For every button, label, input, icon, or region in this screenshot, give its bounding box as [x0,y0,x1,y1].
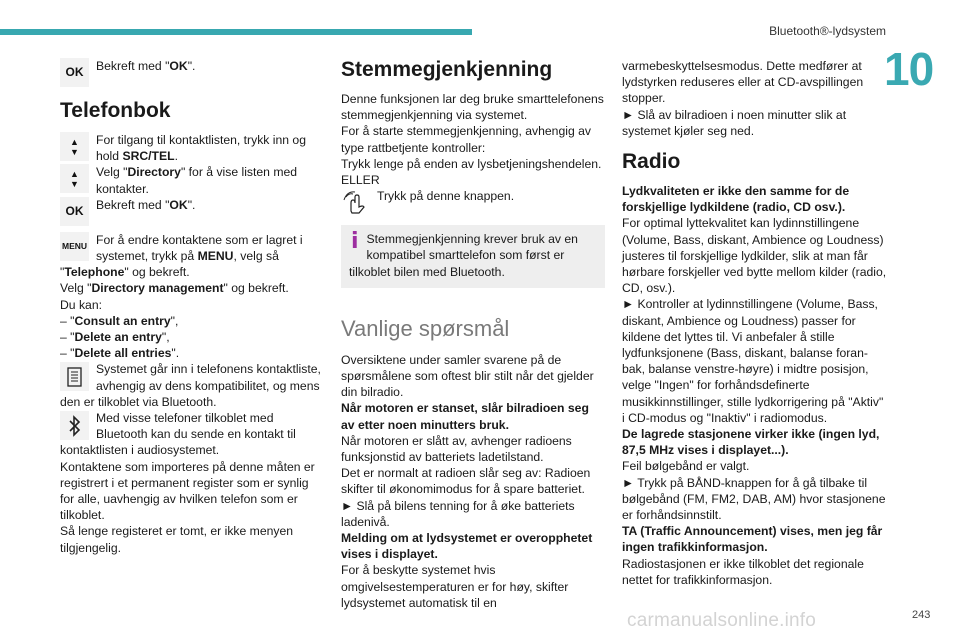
empty-paragraph: Så lenge registeret er tomt, er ikke menyen tilgjengelig. [60,524,294,555]
ok-icon: OK [60,197,89,226]
phonebook-row-3: OK Bekreft med "OK". [60,197,322,226]
voice-intro: Denne funksjonen lar deg bruke smarttelefonens stemmegjenkjenning via systemet. [341,92,604,123]
faq-answer: Når motoren er slått av, avhenger radioens funksjonstid av batteriets ladetilstand. [341,433,572,465]
faq-question: Lydkvaliteten er ikke den samme for de forskjellige lydkildene (radio, CD osv.). [622,184,850,215]
faq-action: ► Trykk på BÅND-knappen for å gå tilbake til bølgebånd (FM, FM2, DAB, AM) hvor stasjonene er forhåndsinnstilt. [622,475,886,523]
up-down-arrows-icon: ▲ ▼ [60,132,89,161]
column-3 [622,58,888,588]
phonebook-icon [60,362,89,391]
list-item: – "Consult an entry", [60,313,179,328]
continued-answer: varmebeskyttelsesmodus. Dette medfører at lydstyrken reduseres eller at CD-avspillingen stopper. [622,59,864,106]
faq-question: De lagrede stasjonene virker ikke (ingen lyd, 87,5 MHz vises i displayet...). [622,427,880,458]
bluetooth-icon [60,411,89,440]
telephone-line: "Telephone" og bekreft. [60,265,190,280]
voice-eller: ELLER [341,173,380,188]
list-item: – "Delete an entry", [60,330,170,345]
info-icon: i [351,229,359,255]
voice-button-row: Trykk på denne knappen. [341,188,605,217]
phonebook-row-4: MENU For å endre kontaktene som er lagret i systemet, trykk på MENU, velg så [61,232,303,264]
faq-question: Melding om at lydsystemet er overopphetet vises i displayet. [341,531,593,562]
column-1 [60,58,322,556]
header-accent-bar [0,29,472,35]
ok-confirm-row [60,58,322,87]
ok-icon: OK [60,58,89,87]
faq-question: TA (Traffic Announcement) vises, men jeg får ingen trafikkinformasjon. [622,524,883,555]
faq-action: ► Kontroller at lydinnstillingene (Volume, Bass, diskant, Ambience og Loudness) passer for kildene det lyttes til. Vi anbefaler å stille lydfunksjonene (Bass, diskant, balanse foran-bak, balanse venstre-høyre) i midtre posisjon, velge "Ingen" for forhåndsdefinerte musikkinnstillinger, stille lydkorrigering på "Aktiv" i CD-modus og "Inaktiv" i radiomodus. [622,297,884,425]
section-title: Bluetooth®-lydsystem [769,24,886,38]
voice-press-end: Trykk lenge på enden av lysbetjeningshendelen. [341,156,602,171]
up-down-arrows-icon: ▲ ▼ [60,164,89,193]
info-box: i Stemmegjenkjenning krever bruk av en kompatibel smarttelefon som først er tilkoblet bilen med Bluetooth. [341,225,605,288]
faq-answer: Det er normalt at radioen slår seg av: Radioen skifter til økonomimodus for å spare batteriet. [341,466,591,497]
faq-answer: For å beskytte systemet hvis omgivelsestemperaturen er for høy, skifter lydsystemet automatisk til en [341,563,569,610]
heading-stemmegjenkjenning: Stemmegjenkjenning [341,58,553,81]
compat-note: Systemet går inn i telefonens kontaktliste, avhengig av dens kompatibilitet, og mens den er tilkoblet via Bluetooth. [60,362,321,409]
faq-answer: For optimal lyttekvalitet kan lydinnstillingene (Volume, Bass, diskant, Ambience og Loudness) justeres til forskjellige lydkilder, slik at man får hørbare forskjeller ved bytte mellom kilder (radio, CD, osv.). [622,216,887,296]
phonebook-row-1: ▲ ▼ For tilgang til kontaktlisten, trykk inn og hold SRC/TEL. [60,132,322,164]
chapter-number: 10 [884,43,934,95]
column-2 [341,58,605,611]
faq-intro: Oversiktene under samler svarene på de spørsmålene som oftest blir stilt når det gjelder din bilradio. [341,352,594,400]
heading-radio: Radio [622,150,681,174]
heading-telefonbok: Telefonbok [60,99,171,122]
page-number: 243 [912,609,931,621]
faq-answer: Radiostasjonen er ikke tilkoblet det regionale nettet for trafikkinformasjon. [622,556,864,587]
bluetooth-note: Med visse telefoner tilkoblet med Bluetooth kan du sende en kontakt til kontaktlisten i audiosystemet. [60,411,296,458]
du-kan-text: Du kan: [60,297,103,312]
menu-icon: MENU [60,232,89,261]
directory-management-line: Velg "Directory management" og bekreft. [60,281,289,296]
faq-action: ► Slå på bilens tenning for å øke batteriets ladenivå. [341,498,575,529]
voice-press-icon [341,188,370,217]
faq-question: Når motoren er stanset, slår bilradioen seg av etter noen minutters bruk. [341,401,589,432]
faq-answer: Feil bølgebånd er valgt. [622,459,750,474]
faq-action: ► Slå av bilradioen i noen minutter slik at systemet kjøler seg ned. [622,107,847,138]
phonebook-row-2: ▲ ▼ Velg "Directory" for å vise listen med kontakter. [60,164,322,196]
voice-start: For å starte stemmegjenkjenning, avhengig av type rattbetjente kontroller: [341,124,591,155]
heading-vanlige-sporsmal: Vanlige spørsmål [341,315,510,341]
list-item: – "Delete all entries". [60,346,180,361]
import-paragraph: Kontaktene som importeres på denne måten er registrert i et permanent register som er synlig for alle, uavhengig av hvilken telefon som er tilkoblet. [60,459,315,523]
watermark: carmanualsonline.info [627,610,817,631]
ok-confirm-text: Bekreft med "OK". [96,59,196,73]
